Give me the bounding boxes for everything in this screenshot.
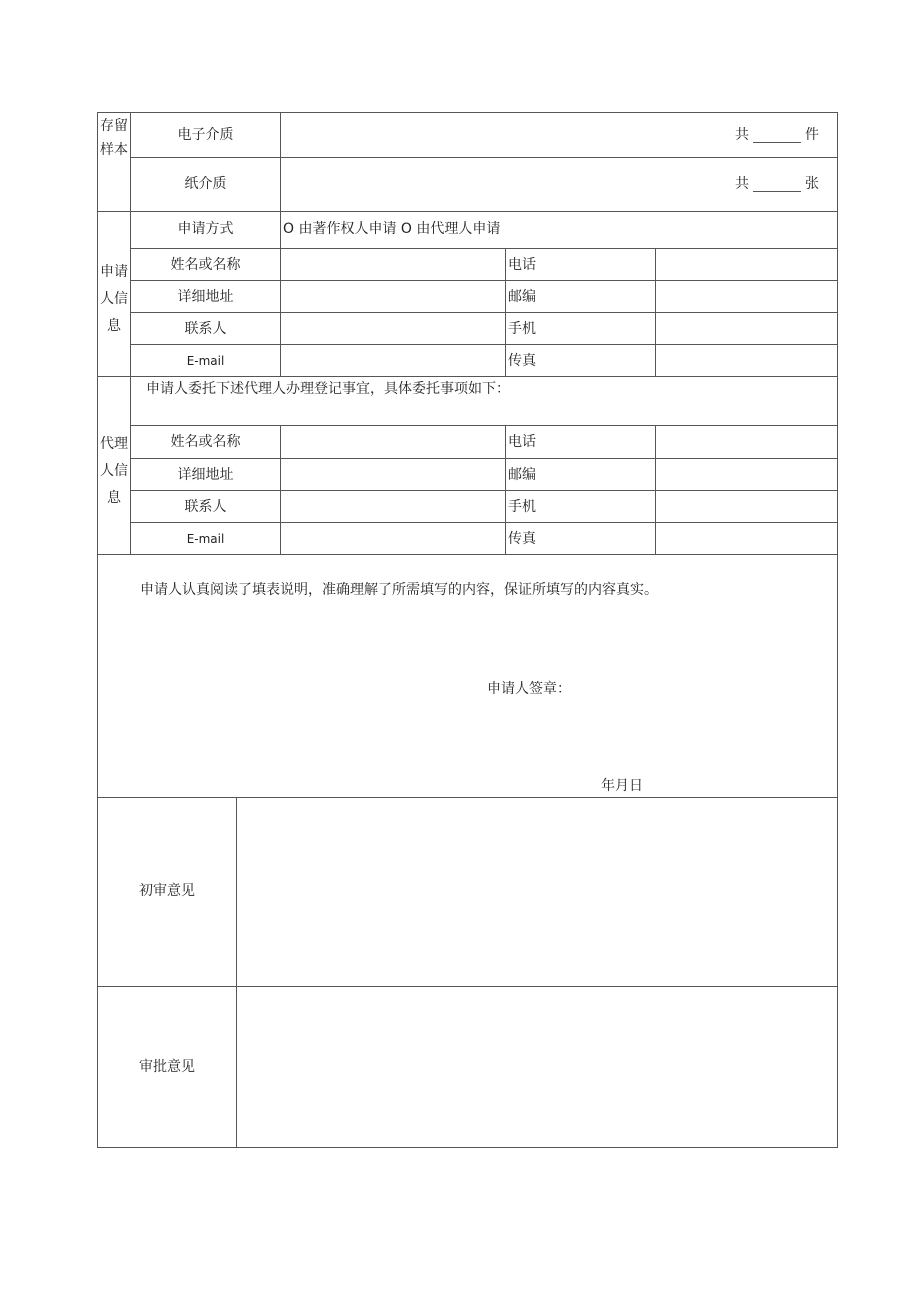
- divider: [130, 522, 838, 523]
- agent-email-label: E-mail: [186, 532, 225, 546]
- applicant-mobile-label: 手机: [508, 321, 536, 337]
- agent-mobile-label: 手机: [508, 499, 536, 515]
- divider: [130, 248, 838, 249]
- table-border-bottom: [97, 1147, 838, 1148]
- delegation-statement: 申请人委托下述代理人办理登记事宜，具体委托事项如下：: [146, 381, 510, 397]
- count-blank: [753, 128, 801, 143]
- label-line: 代理: [100, 436, 128, 452]
- applicant-section-label: [97, 259, 131, 340]
- divider: [130, 157, 838, 158]
- applicant-address-label: 详细地址: [177, 289, 234, 305]
- agent-name-label: 姓名或名称: [170, 434, 241, 450]
- electronic-media-label: 电子介质: [177, 127, 234, 143]
- divider: [130, 490, 838, 491]
- divider: [130, 458, 838, 459]
- agent-contact-label: 联系人: [184, 499, 227, 515]
- label-line: 人信: [100, 291, 128, 307]
- label-line: 样本: [100, 142, 128, 158]
- divider: [505, 425, 506, 555]
- label-line: 申请: [100, 264, 128, 280]
- label-line: 息: [107, 318, 121, 334]
- label-line: 存留: [100, 118, 128, 134]
- application-method-options[interactable]: O 由著作权人申请 O 由代理人申请: [283, 221, 501, 237]
- divider: [97, 554, 838, 555]
- divider: [130, 425, 838, 426]
- signature-label: 申请人签章：: [487, 681, 571, 697]
- count-prefix: 共: [735, 127, 749, 143]
- agent-address-label: 详细地址: [177, 467, 234, 483]
- signature-date: 年月日: [601, 778, 643, 794]
- divider: [236, 797, 237, 1148]
- divider: [655, 248, 656, 377]
- label-line: 人信: [100, 463, 128, 479]
- agent-phone-label: 电话: [508, 434, 536, 450]
- count-unit: 件: [805, 127, 819, 143]
- divider: [280, 112, 281, 249]
- paper-media-label: 纸介质: [184, 176, 227, 192]
- agent-section-label: [97, 431, 131, 512]
- initial-review-label: 初审意见: [139, 883, 195, 899]
- applicant-name-label: 姓名或名称: [170, 257, 241, 273]
- divider: [280, 425, 281, 555]
- divider: [505, 248, 506, 377]
- applicant-contact-label: 联系人: [184, 321, 227, 337]
- application-method-label: 申请方式: [177, 221, 234, 237]
- agent-postcode-label: 邮编: [508, 467, 536, 483]
- applicant-fax-label: 传真: [508, 353, 536, 369]
- table-border-top: [97, 112, 838, 113]
- count-prefix: 共: [735, 176, 749, 192]
- approval-review-label: 审批意见: [139, 1059, 195, 1075]
- count-blank: [753, 177, 801, 192]
- count-unit: 张: [805, 176, 819, 192]
- applicant-phone-label: 电话: [508, 257, 536, 273]
- declaration-text: 申请人认真阅读了填表说明，准确理解了所需填写的内容，保证所填写的内容真实。: [140, 582, 658, 598]
- electronic-count-field[interactable]: [735, 128, 819, 143]
- divider: [130, 280, 838, 281]
- divider: [655, 425, 656, 555]
- divider: [280, 248, 281, 377]
- paper-count-field[interactable]: [735, 177, 819, 192]
- table-border-right: [837, 112, 838, 1148]
- applicant-email-label: E-mail: [186, 354, 225, 368]
- agent-fax-label: 传真: [508, 531, 536, 547]
- sample-section-label: [97, 114, 131, 162]
- divider: [130, 344, 838, 345]
- applicant-postcode-label: 邮编: [508, 289, 536, 305]
- divider: [97, 376, 838, 377]
- divider: [97, 986, 838, 987]
- divider: [130, 312, 838, 313]
- divider: [97, 797, 838, 798]
- label-line: 息: [107, 490, 121, 506]
- divider: [97, 211, 838, 212]
